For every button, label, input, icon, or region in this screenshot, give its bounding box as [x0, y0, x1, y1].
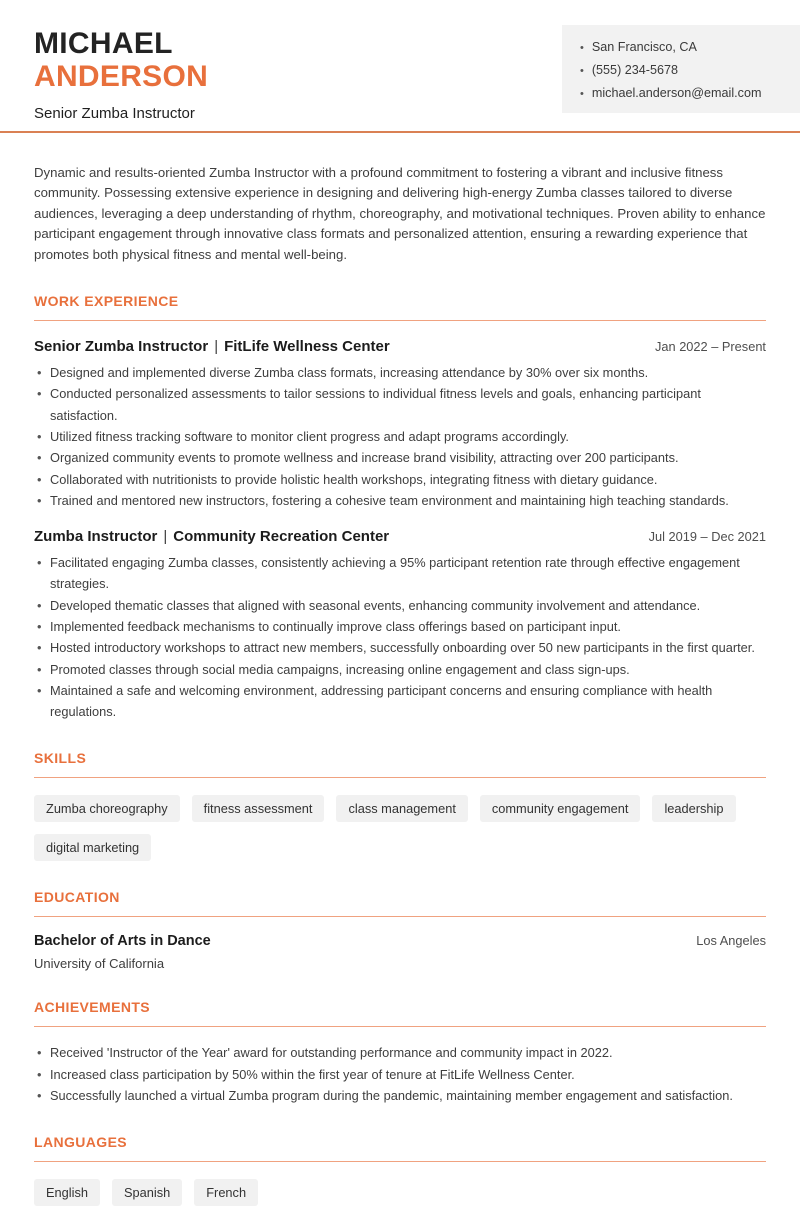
- job-bullet: • Implemented feedback mechanisms to continually improve class offerings based on participant input.: [34, 616, 766, 637]
- job-bullet-list: [34, 362, 766, 511]
- education-degree: Bachelor of Arts in Dance: [34, 933, 211, 950]
- job-bullet: • Facilitated engaging Zumba classes, consistently achieving a 95% participant retention rate through effective engagement strategies.: [34, 552, 766, 595]
- education-entry: [34, 933, 766, 949]
- job-bullet: • Maintained a safe and welcoming environment, addressing participant concerns and ensuring compliance with health regulations.: [34, 680, 766, 723]
- resume-body: [0, 163, 800, 1206]
- bullet-icon: •: [580, 88, 584, 100]
- skill-tag: community engagement: [480, 795, 641, 822]
- job-dates: Jan 2022 – Present: [655, 339, 766, 355]
- contact-email: [580, 82, 790, 105]
- achievements-list: [34, 1042, 766, 1106]
- job-header: [34, 338, 766, 355]
- language-tag: French: [194, 1179, 258, 1206]
- job-bullet: • Trained and mentored new instructors, fostering a cohesive team environment and maintaining high teaching standards.: [34, 490, 766, 511]
- job-entry: [34, 528, 766, 722]
- bullet-icon: •: [580, 65, 584, 77]
- pipe-separator: |: [163, 528, 168, 546]
- education-location: Los Angeles: [696, 933, 766, 949]
- job-company: Community Recreation Center: [173, 528, 390, 546]
- header-job-title: Senior Zumba Instructor: [34, 105, 195, 122]
- job-title: [34, 528, 389, 545]
- section-work-experience: [34, 293, 766, 722]
- job-bullet: • Conducted personalized assessments to tailor sessions to individual fitness levels and goals, enhancing participant satisfaction.: [34, 383, 766, 426]
- skill-tag: digital marketing: [34, 834, 151, 861]
- contact-email-text: michael.anderson@email.com: [591, 86, 762, 100]
- bullet-icon: •: [580, 42, 584, 54]
- skills-tag-row: [34, 795, 766, 861]
- achievement-bullet: • Received 'Instructor of the Year' award for outstanding performance and community impact in 2022.: [34, 1042, 766, 1063]
- education-heading: EDUCATION: [34, 889, 766, 917]
- languages-heading: LANGUAGES: [34, 1134, 766, 1162]
- job-header: [34, 528, 766, 545]
- section-languages: [34, 1134, 766, 1206]
- job-role: Zumba Instructor: [34, 528, 158, 546]
- pipe-separator: |: [214, 338, 219, 356]
- achievements-heading: ACHIEVEMENTS: [34, 999, 766, 1027]
- language-tag: Spanish: [112, 1179, 182, 1206]
- skill-tag: leadership: [652, 795, 735, 822]
- job-title: [34, 338, 390, 355]
- skill-tag: Zumba choreography: [34, 795, 180, 822]
- summary-paragraph: Dynamic and results-oriented Zumba Instructor with a profound commitment to fostering a vibrant and inclusive fitness community. Possessing extensive experience in designing and delivering high-energy Zumba classes tailored to diverse audiences, leveraging a deep understanding of rhythm, choreography, and motivational techniques. Proven ability to enhance participant engagement through innovative class formats and personalized attention, ensuring a rewarding experience that promotes both physical fitness and mental well-being.: [34, 165, 766, 262]
- section-achievements: [34, 999, 766, 1106]
- skill-tag: fitness assessment: [192, 795, 325, 822]
- last-name: ANDERSON: [34, 60, 209, 93]
- contact-location: [580, 36, 790, 59]
- job-bullet: • Developed thematic classes that aligned with seasonal events, enhancing community involvement and attendance.: [34, 595, 766, 616]
- job-bullet: • Collaborated with nutritionists to provide holistic health workshops, integrating fitness with dietary guidance.: [34, 469, 766, 490]
- achievement-bullet: • Increased class participation by 50% within the first year of tenure at FitLife Wellness Center.: [34, 1064, 766, 1085]
- job-bullet: • Promoted classes through social media campaigns, increasing online engagement and class sign-ups.: [34, 659, 766, 680]
- work-experience-heading: WORK EXPERIENCE: [34, 293, 766, 321]
- job-bullet: • Utilized fitness tracking software to monitor client progress and adapt programs accordingly.: [34, 426, 766, 447]
- education-school: University of California: [34, 956, 165, 972]
- skills-heading: SKILLS: [34, 750, 766, 778]
- contact-phone: [580, 59, 790, 82]
- resume-header: [0, 0, 800, 133]
- languages-tag-row: [34, 1179, 766, 1206]
- skill-tag: class management: [336, 795, 467, 822]
- first-name: MICHAEL: [34, 27, 173, 60]
- job-dates: Jul 2019 – Dec 2021: [648, 529, 766, 545]
- language-tag: English: [34, 1179, 100, 1206]
- job-bullet: • Organized community events to promote wellness and increase brand visibility, attracting over 200 participants.: [34, 447, 766, 468]
- job-role: Senior Zumba Instructor: [34, 338, 209, 356]
- job-bullet: • Designed and implemented diverse Zumba class formats, increasing attendance by 30% over six months.: [34, 362, 766, 383]
- job-entry: [34, 338, 766, 511]
- contact-phone-text: (555) 234-5678: [591, 63, 678, 77]
- contact-box: [562, 25, 800, 113]
- contact-location-text: San Francisco, CA: [591, 40, 697, 54]
- section-skills: [34, 750, 766, 861]
- achievement-bullet: • Successfully launched a virtual Zumba program during the pandemic, maintaining member engagement and satisfaction.: [34, 1085, 766, 1106]
- job-company: FitLife Wellness Center: [224, 338, 390, 356]
- job-bullet: • Hosted introductory workshops to attract new members, successfully onboarding over 50 new participants in the first quarter.: [34, 637, 766, 658]
- section-education: [34, 889, 766, 971]
- job-bullet-list: [34, 552, 766, 722]
